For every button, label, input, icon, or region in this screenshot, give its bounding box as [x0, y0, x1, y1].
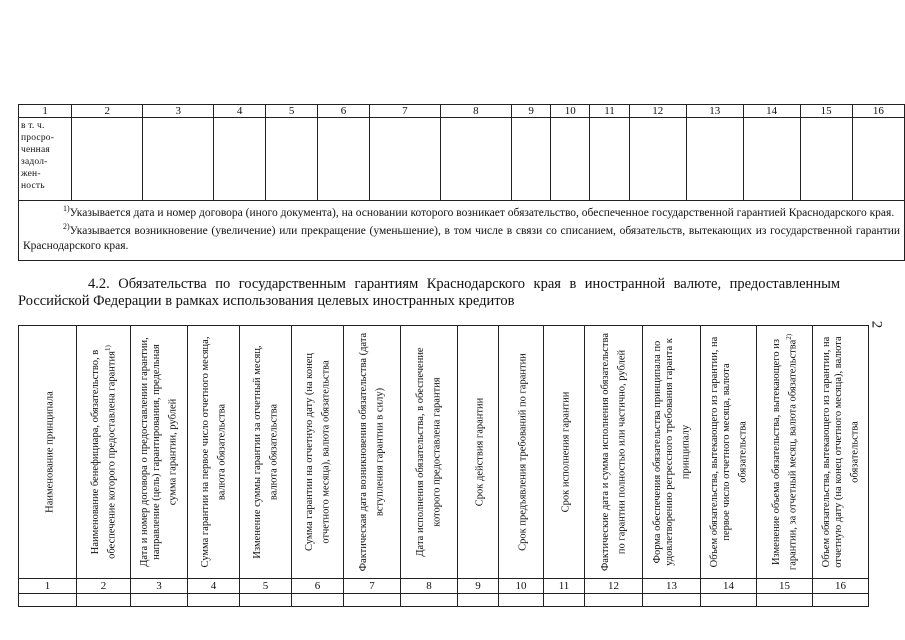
empty-data-row	[19, 594, 869, 607]
column-number: 9	[511, 105, 550, 118]
column-number: 7	[369, 105, 440, 118]
column-header: Объем обязательства, вытекающего из гарантии, на отчетную дату (на конец отчетного месяца), валюта обязательства	[813, 326, 869, 579]
column-header: Сумма гарантии на первое число отчетного месяца, валюта обязательства	[188, 326, 240, 579]
section-heading: 4.2. Обязательства по государственным гарантиям Краснодарского края в иностранной валюте, предоставленным Российской Федерации в рамках использования целевых иностранных кредитов	[18, 276, 840, 309]
empty-cell	[143, 118, 214, 201]
empty-cell	[551, 118, 590, 201]
column-number: 4	[214, 105, 266, 118]
empty-cell	[800, 118, 852, 201]
footnote-2: $^{2)}$Указывается возникновение (увеличение) или прекращение (уменьшение), в том числе в связи со списанием, обязательств, вытекающих из государственной гарантии Краснодарского края.	[23, 222, 900, 252]
column-number: 15	[757, 579, 813, 594]
column-header: Фактические дата и сумма исполнения обязательства по гарантии полностью или частично, рублей	[585, 326, 643, 579]
empty-cell	[643, 594, 701, 607]
column-number: 11	[544, 579, 585, 594]
empty-cell	[131, 594, 188, 607]
empty-cell	[499, 594, 544, 607]
column-header: Дата и номер договора о предоставлении гарантии, направление (цель) гарантирования, предельная сумма гарантии, рублей	[131, 326, 188, 579]
footnotes-row	[19, 201, 905, 261]
column-header: Объем обязательства, вытекающего из гарантии, на первое число отчетного месяца, валюта обязательства	[701, 326, 757, 579]
column-number-row	[19, 579, 869, 594]
column-number: 16	[852, 105, 904, 118]
column-number: 6	[292, 579, 344, 594]
empty-cell	[292, 594, 344, 607]
empty-cell	[240, 594, 292, 607]
column-number: 14	[743, 105, 800, 118]
column-header: Срок исполнения гарантии	[544, 326, 585, 579]
column-header: Наименование бенефициара, обязательство, в обеспечение которого предоставлена гарантия$^{1)}$	[77, 326, 131, 579]
column-header: Изменение объема обязательства, вытекающего из гарантии, за отчетный месяц, валюта обязательства$^{2)}$	[757, 326, 813, 579]
empty-cell	[686, 118, 743, 201]
column-number: 5	[240, 579, 292, 594]
empty-cell	[458, 594, 499, 607]
column-number: 3	[131, 579, 188, 594]
column-number: 6	[318, 105, 370, 118]
empty-cell	[19, 594, 77, 607]
column-header: Форма обеспечения обязательства принципала по удовлетворению регрессного требования гаранта к принципалу	[643, 326, 701, 579]
footnote-1: $^{1)}$Указывается дата и номер договора (иного документа), на основании которого возникает обязательство, обеспеченное государственной гарантией Краснодарского края.	[63, 204, 895, 219]
column-number: 11	[590, 105, 630, 118]
column-number: 13	[643, 579, 701, 594]
empty-cell	[266, 118, 318, 201]
overdue-row	[19, 118, 905, 201]
column-number: 7	[344, 579, 401, 594]
column-number: 16	[813, 579, 869, 594]
row-label-overdue: в т. ч. просро- ченная задол- жен- ность	[19, 118, 72, 201]
empty-cell	[701, 594, 757, 607]
column-number: 9	[458, 579, 499, 594]
column-header: Срок действия гарантии	[458, 326, 499, 579]
column-number: 8	[440, 105, 511, 118]
empty-cell	[585, 594, 643, 607]
column-number: 10	[499, 579, 544, 594]
column-number: 4	[188, 579, 240, 594]
empty-cell	[344, 594, 401, 607]
empty-cell	[77, 594, 131, 607]
column-number: 12	[585, 579, 643, 594]
empty-cell	[188, 594, 240, 607]
column-number: 1	[19, 105, 72, 118]
table-continuation	[18, 104, 905, 261]
column-header: Наименование принципала	[19, 326, 77, 579]
footnotes	[19, 201, 905, 261]
column-number: 2	[72, 105, 143, 118]
column-header: Сумма гарантии на отчетную дату (на конец отчетного месяца), валюта обязательства	[292, 326, 344, 579]
empty-cell	[318, 118, 370, 201]
column-number-row	[19, 105, 905, 118]
column-number: 10	[551, 105, 590, 118]
column-header: Фактическая дата возникновения обязательства (дата вступления гарантии в силу)	[344, 326, 401, 579]
empty-cell	[544, 594, 585, 607]
column-number: 1	[19, 579, 77, 594]
column-number: 15	[800, 105, 852, 118]
column-header: Дата исполнения обязательства, в обеспечение которого предоставлена гарантия	[401, 326, 458, 579]
column-number: 8	[401, 579, 458, 594]
empty-cell	[511, 118, 550, 201]
column-number: 3	[143, 105, 214, 118]
empty-cell	[369, 118, 440, 201]
empty-cell	[852, 118, 904, 201]
column-header: Срок предъявления требований по гарантии	[499, 326, 544, 579]
empty-cell	[590, 118, 630, 201]
column-header: Изменение суммы гарантии за отчетный месяц, валюта обязательства	[240, 326, 292, 579]
page-number: 2	[868, 320, 885, 329]
empty-cell	[72, 118, 143, 201]
empty-cell	[629, 118, 686, 201]
empty-cell	[757, 594, 813, 607]
empty-cell	[743, 118, 800, 201]
column-number: 2	[77, 579, 131, 594]
column-number: 13	[686, 105, 743, 118]
empty-cell	[813, 594, 869, 607]
header-row	[19, 326, 869, 579]
column-number: 14	[701, 579, 757, 594]
empty-cell	[440, 118, 511, 201]
guarantees-table	[18, 325, 869, 607]
column-number: 5	[266, 105, 318, 118]
empty-cell	[214, 118, 266, 201]
column-number: 12	[629, 105, 686, 118]
empty-cell	[401, 594, 458, 607]
